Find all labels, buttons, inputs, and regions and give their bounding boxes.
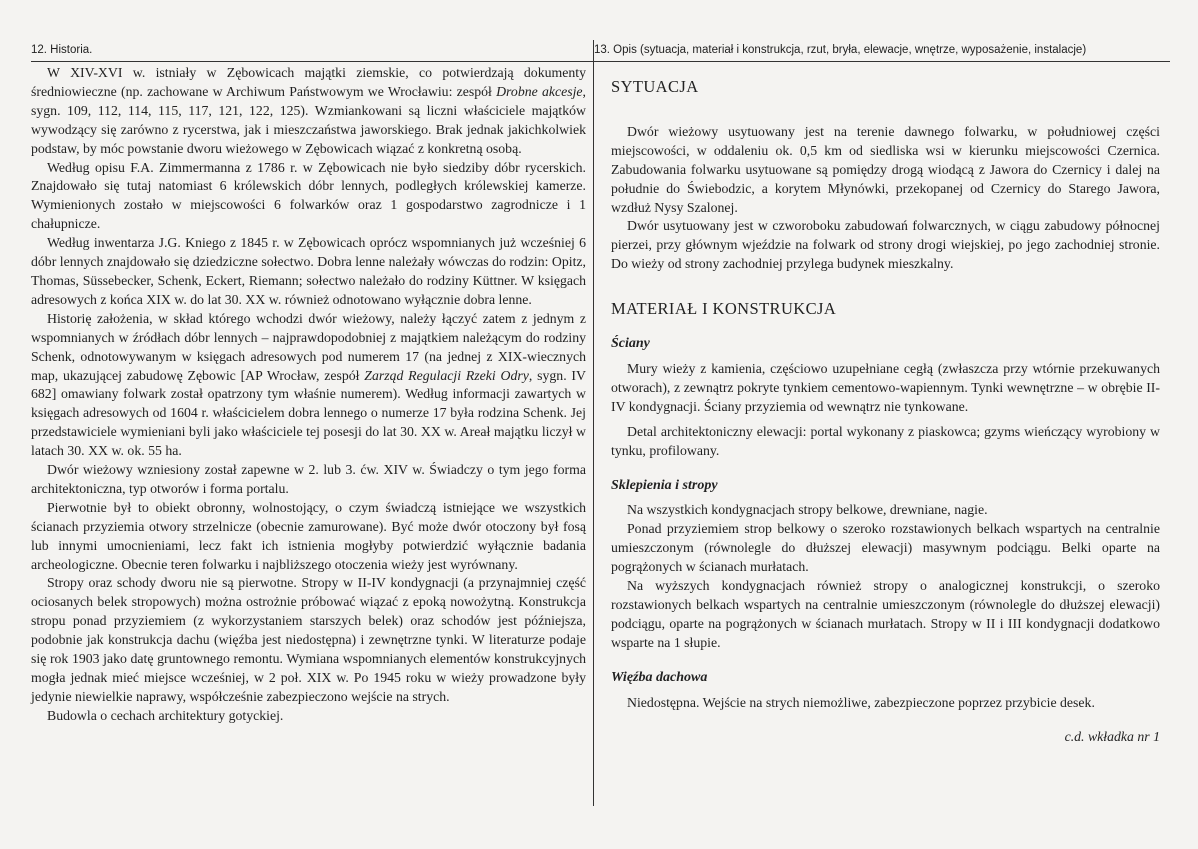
heading-wiezba: Więźba dachowa: [611, 669, 708, 685]
historia-paragraph-4: [31, 310, 586, 461]
historia-paragraph-6: Pierwotnie był to obiekt obronny, wolnostojący, o czym świadczą istniejące we wszystkich ścianach przyziemia otwory strzelnicze (obecnie zamurowane). Być może dwór otoczony był fosą lub innymi umocnieniami, lecz fakt ich istnienia mogłyby potwierdzić wyłącznie badania archeologiczne. Obecnie teren folwarku i najbliższego otoczenia wieży jest wyrównany.: [31, 499, 586, 572]
sklepienia-paragraph-3: Na wyższych kondygnacjach również stropy o analogicznej konstrukcji, o szeroko rozstawionych belkach wspartych na centralnie umieszczonym (równolegle do dłuższej elewacji) podciągu, oparte na pogrążonych w ścianach murłatach. Stropy w II i III kondygnacji dodatkowo wsparte na 1 słupie.: [611, 578, 1160, 650]
historia-paragraph-1: [31, 64, 586, 159]
section-header-opis: 13. Opis (sytuacja, materiał i konstrukcja, rzut, bryła, elewacje, wnętrze, wyposażenie, instalacje): [594, 44, 1087, 56]
sklepienia-paragraph-1: Na wszystkich kondygnacjach stropy belkowe, drewniane, nagie.: [627, 502, 988, 518]
heading-material: MATERIAŁ I KONSTRUKCJA: [611, 299, 837, 319]
historia-paragraph-5: Dwór wieżowy wzniesiony został zapewne w 2. lub 3. ćw. XIV w. Świadczy o tym jego forma architektoniczna, typ otworów i forma portalu.: [31, 462, 586, 496]
archive-fond-title: Zarząd Regulacji Rzeki Odry: [364, 367, 529, 383]
sytuacja-paragraph-1: Dwór wieżowy usytuowany jest na terenie dawnego folwarku, w południowej części miejscowości, w oddaleniu ok. 0,5 km od siedliska wsi w kierunku miejscowości Czernica. Zabudowania folwarku usytuowane są pomiędzy drogą wiodącą z Jawora do Czernicy i dalej na południe do Świebodzic, a korytem Młynówki, przekopanej od Czernicy do Starego Jawora, wzdłuż Nysy Szalonej.: [611, 123, 1160, 215]
heading-sklepienia: Sklepienia i stropy: [611, 477, 718, 493]
historia-paragraph-7: Stropy oraz schody dworu nie są pierwotne. Stropy w II-IV kondygnacji (a przynajmniej część ociosanych belek stropowych) można ostrożnie próbować wiązać z epoką nowożytną. Konstrukcja stropu ponad przyziemiem (z wykorzystaniem starszych belek) oraz schodów jest późniejsza, podobnie jak konstrukcja dachu (więźba jest niedostępna) i zewnętrzne tynki. W literaturze podaje się rok 1903 jako datę gruntownego remontu. Wymiana wspomnianych elementów konstrukcyjnych mogła jednak mieć miejsce wcześniej, w 2 poł. XIX w. Po 1945 roku w wieży prowadzone były jedynie niewielkie naprawy, współcześnie zabezpieczono wejście na strych.: [31, 575, 586, 704]
continued-note: c.d. wkładka nr 1: [1064, 729, 1160, 745]
section-header-historia: 12. Historia.: [31, 44, 93, 56]
text-run: Historię założenia, w skład którego wchodzi dwór wieżowy, należy łączyć zatem z jednym z wspomnianych w źródłach dóbr lennych – najprawdopodobniej z majątkiem należącym do rodziny Schenk, odnotowywanym w księgach adresowych pod numerem 17 (na jednej z XIX-wiecznych map, ukazującej zabudowę Zębowic [AP Wrocław, zespół: [31, 310, 586, 383]
heading-sytuacja: SYTUACJA: [611, 77, 699, 96]
sytuacja-paragraph-2: Dwór usytuowany jest w czworoboku zabudowań folwarcznych, w ciągu zabudowy północnej pierzei, przy głównym wjeździe na folwark od strony drogi wiejskiej, po jego zachodniej stronie. Do wieży od strony zachodniej przylega budynek mieszkalny.: [611, 218, 1160, 272]
header-rule-left: [31, 61, 594, 62]
historia-column: [31, 64, 586, 726]
historia-paragraph-2: Według opisu F.A. Zimmermanna z 1786 r. w Zębowicach nie było siedziby dóbr rycerskich. Znajdowało się tutaj natomiast 6 królewskich dóbr lennych, podległych królewskiej kamerze. Wymienionych zostało w miejscowości 6 folwarków oraz 1 gospodarstwo zagrodnicze i 1 chałupnicze.: [31, 159, 586, 232]
sciany-paragraph-1: Mury wieży z kamienia, częściowo uzupełniane cegłą (zwłaszcza przy wtórnie przekuwanych otworach), z zewnątrz pokryte tynkiem cementowo-wapiennym. Tynki wewnętrzne – w obrębie II-IV kondygnacji. Ściany przyziemia od wewnątrz nie tynkowane.: [611, 360, 1160, 414]
heading-sciany: Ściany: [611, 336, 650, 352]
text-run: , sygn. IV 682] omawiany folwark został opatrzony tym właśnie numerem). Według informacji zawartych w księgach adresowych od 1604 r. właścicielem dobra lennego o numerze 17 była rodzina Schenk. Jej przedstawiciele wymieniani byli jako właściciele tej posesji do lat 30. XX w. Areał majątku liczył w latach 30. XX w. ok. 55 ha.: [31, 367, 586, 459]
historia-paragraph-8: Budowla o cechach architektury gotyckiej.: [47, 707, 284, 723]
header-rule-right: [594, 61, 1170, 62]
archive-fond-title: Drobne akcesje: [496, 83, 583, 99]
text-run: W XIV-XVI w. istniały w Zębowicach majątki ziemskie, co potwierdzają dokumenty średniowieczne (np. zachowane w Archiwum Państwowym we Wrocławiu: zespół: [31, 65, 586, 99]
wiezba-paragraph-1: Niedostępna. Wejście na strych niemożliwe, zabezpieczone poprzez przybicie desek.: [627, 694, 1095, 710]
column-divider: [593, 40, 594, 806]
sklepienia-paragraph-2: Ponad przyziemiem strop belkowy o szeroko rozstawionych belkach wspartych na centralnie umieszczonym (równolegle do dłuższej elewacji) masywnym podciągu. Belki oparte na pogrążonych w ścianach murłatach.: [611, 521, 1160, 575]
historia-paragraph-3: Według inwentarza J.G. Kniego z 1845 r. w Zębowicach oprócz wspomnianych już wcześniej 6 dóbr lennych znajdowało się dziedziczne sołectwo. Dobra lenne należały wówczas do rodzin: Opitz, Thomas, Süssebecker, Schenk, Eckert, Riemann; sołectwo należało do rodziny Küttner. W księgach adresowych z końca XIX w. do lat 30. XX w. również odnotowano wyłącznie dobra lenne.: [31, 235, 586, 307]
text-run: , sygn. 109, 112, 114, 115, 117, 121, 122, 125). Wzmiankowani są liczni właściciele majątków wywodzący się zarówno z rycerstwa, jak i mieszczaństwa jaworskiego. Brak jednak jakichkolwiek podstaw, by móc powstanie dworu wieżowego w Zębowicach wiązać z konkretną osobą.: [31, 83, 586, 156]
sciany-paragraph-2: Detal architektoniczny elewacji: portal wykonany z piaskowca; gzyms wieńczący wyrobiony w tynku, profilowany.: [611, 423, 1160, 458]
opis-column: [611, 78, 1160, 747]
